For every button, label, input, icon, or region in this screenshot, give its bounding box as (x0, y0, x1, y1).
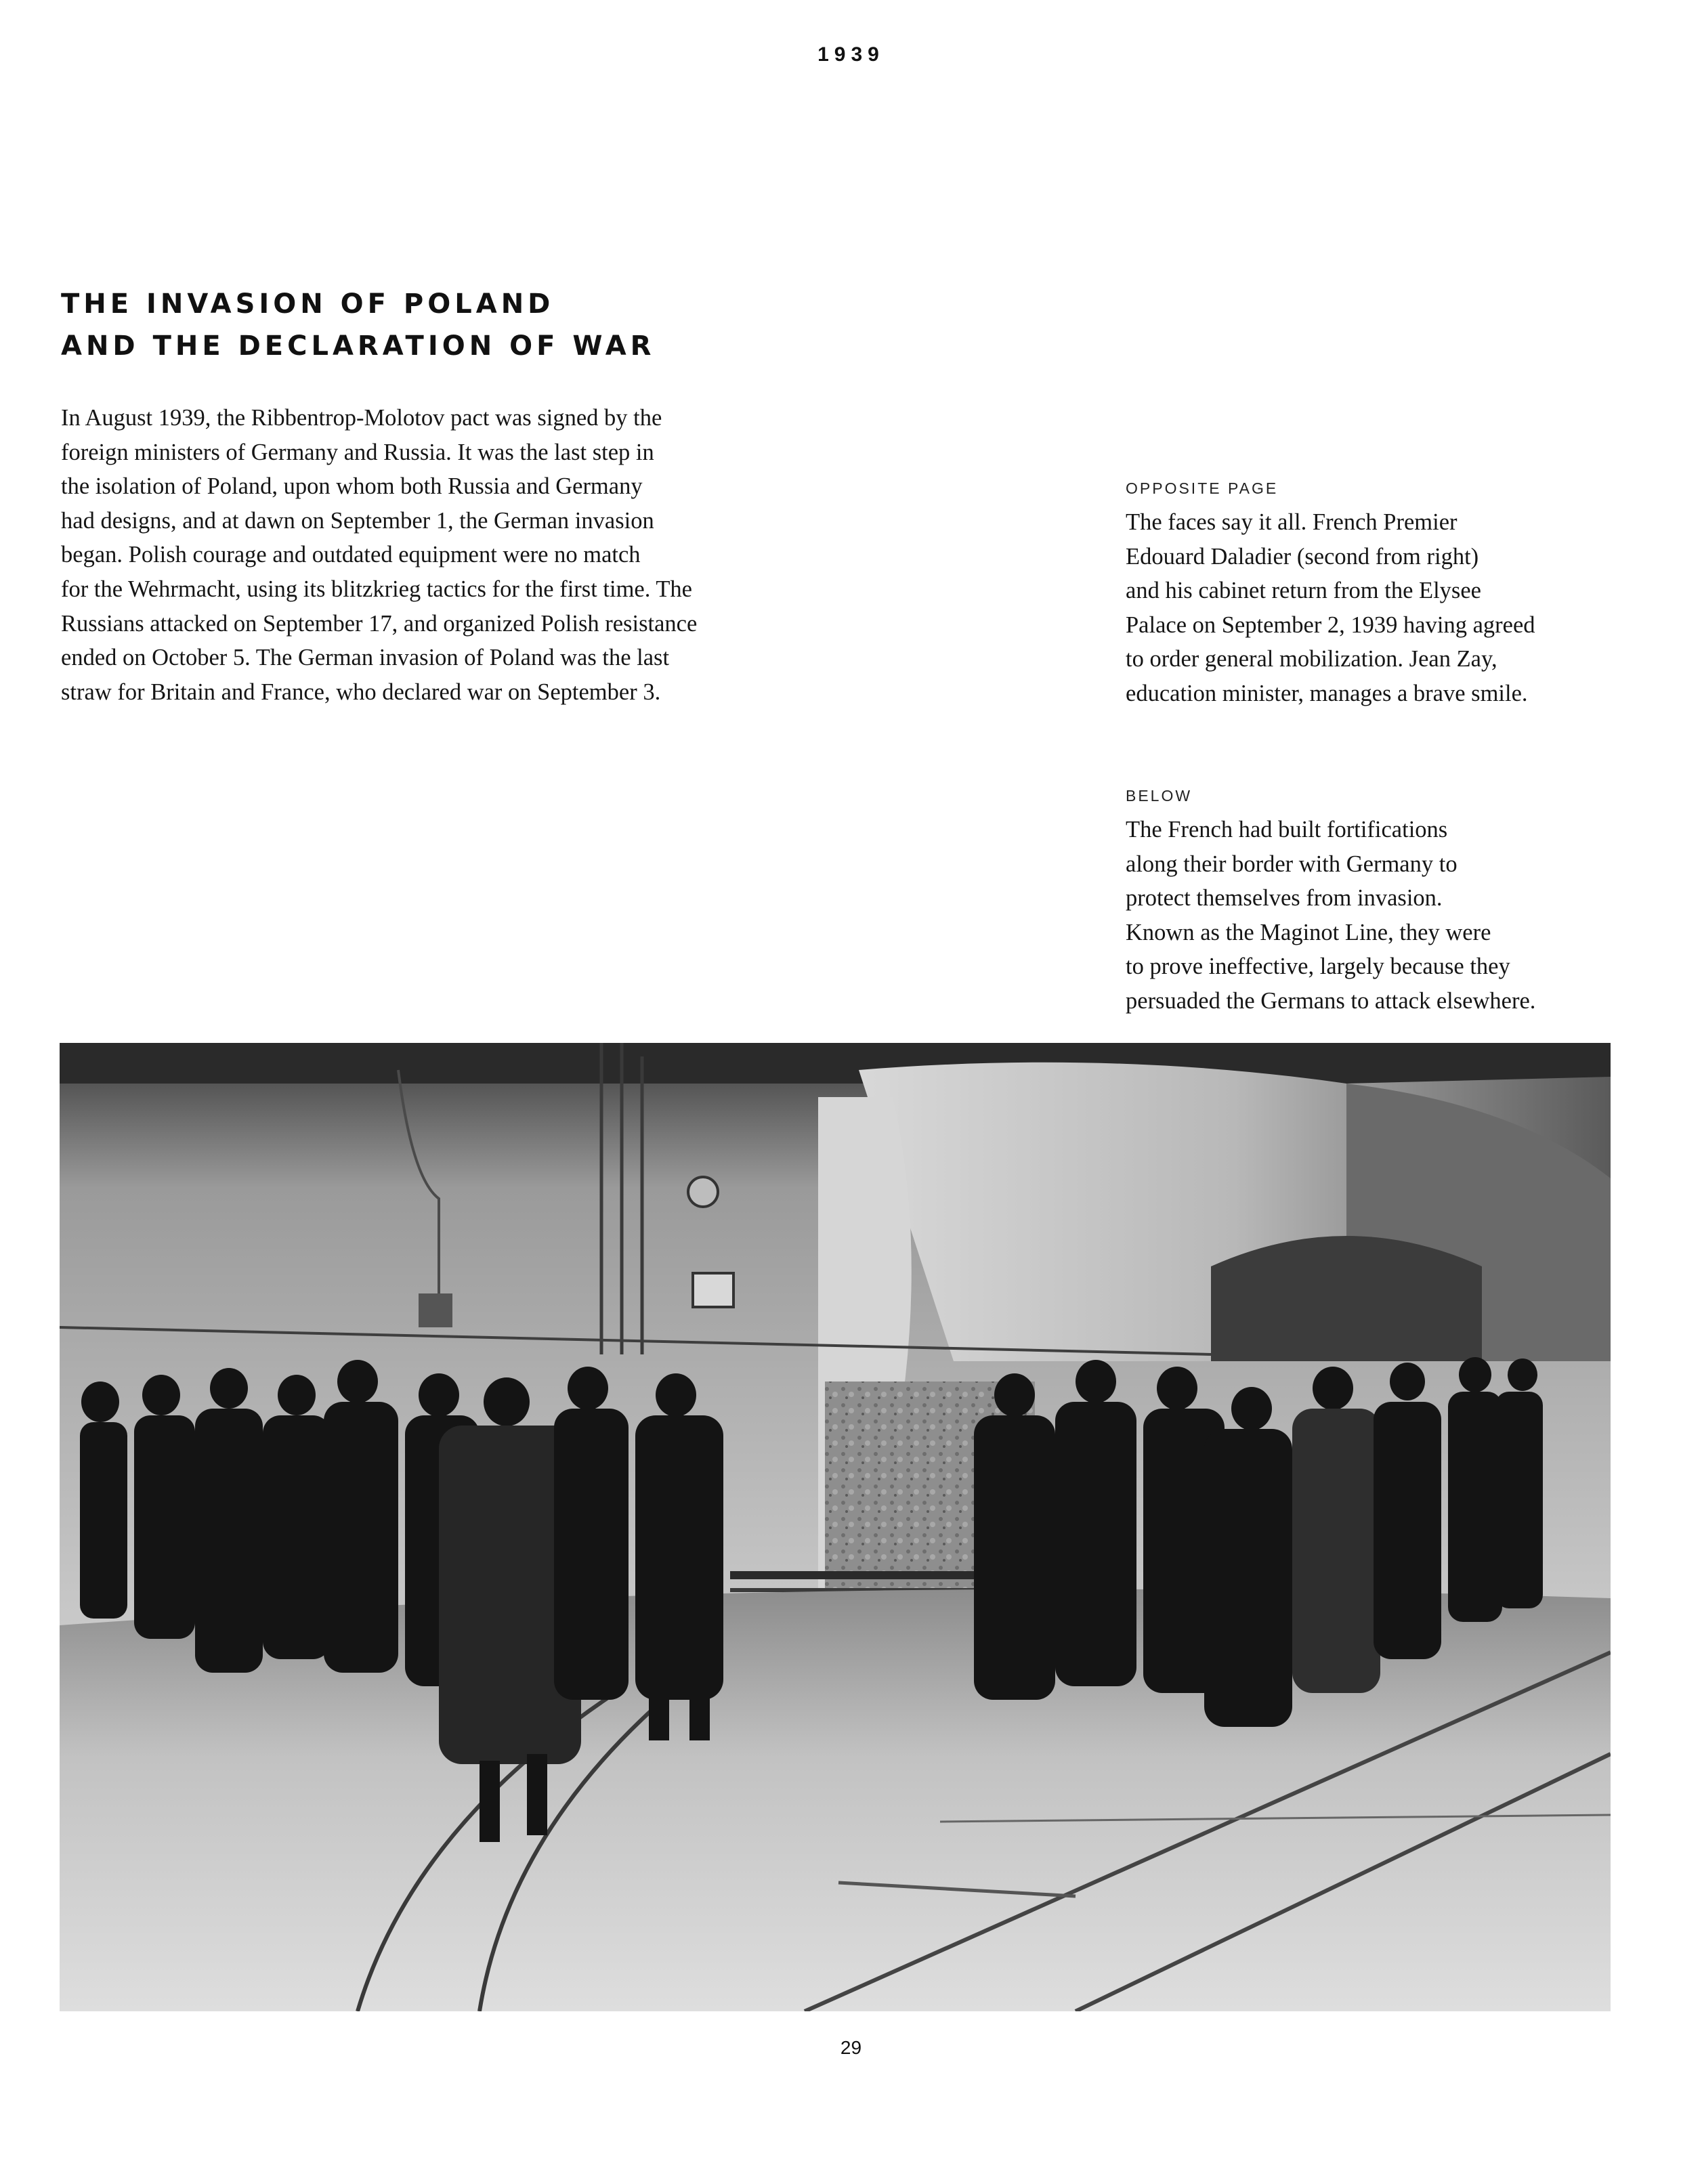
running-header-year: 1939 (817, 43, 885, 66)
body-line: had designs, and at dawn on September 1, the German invasion (61, 507, 654, 534)
caption-line: The faces say it all. French Premier (1126, 509, 1458, 535)
caption-line: Edouard Daladier (second from right) (1126, 543, 1479, 570)
caption-line: The French had built fortifications (1126, 817, 1448, 842)
caption-line: persuaded the Germans to attack elsewhere. (1126, 987, 1536, 1014)
caption-line: to order general mobilization. Jean Zay, (1126, 646, 1497, 672)
body-line: ended on October 5. The German invasion of Poland was the last (61, 645, 670, 671)
maginot-line-photo (60, 1043, 1611, 2011)
photo-illustration (60, 1043, 1611, 2011)
body-line: foreign ministers of Germany and Russia. It was the last step in (61, 439, 654, 465)
caption-line: and his cabinet return from the Elysee (1126, 578, 1481, 604)
caption-line: Palace on September 2, 1939 having agreed (1126, 612, 1535, 638)
caption-kicker: OPPOSITE PAGE (1126, 479, 1279, 497)
article-title (61, 283, 874, 367)
caption-kicker: BELOW (1126, 787, 1193, 805)
caption-line: education minister, manages a brave smile. (1126, 680, 1528, 706)
article-title-line: AND THE DECLARATION OF WAR (61, 330, 656, 362)
article-body (61, 401, 860, 709)
caption-line: Known as the Maginot Line, they were (1126, 919, 1491, 945)
body-line: straw for Britain and France, who declared war on September 3. (61, 679, 661, 705)
body-line: the isolation of Poland, upon whom both Russia and Germany (61, 473, 643, 500)
caption-opposite-page (1126, 477, 1640, 711)
body-line: began. Polish courage and outdated equipment were no match (61, 542, 641, 568)
body-line: Russians attacked on September 17, and organized Polish resistance (61, 610, 698, 637)
caption-line: protect themselves from invasion. (1126, 885, 1443, 912)
article-title-line: THE INVASION OF POLAND (61, 288, 555, 320)
caption-line: to prove ineffective, largely because they (1126, 954, 1510, 980)
caption-line: along their border with Germany to (1126, 851, 1458, 877)
caption-below (1126, 784, 1640, 1019)
body-line: for the Wehrmacht, using its blitzkrieg tactics for the first time. The (61, 576, 692, 602)
page-number: 29 (840, 2037, 862, 2058)
body-line: In August 1939, the Ribbentrop-Molotov pact was signed by the (61, 405, 662, 431)
